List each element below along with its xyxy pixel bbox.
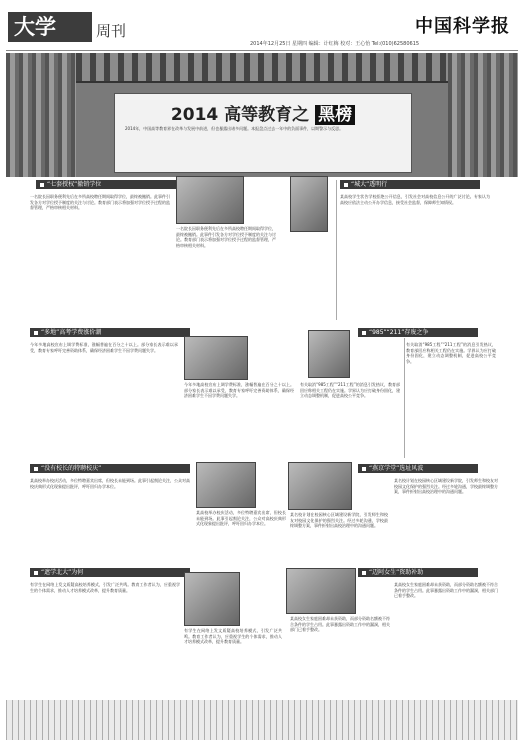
- section-subtitle: 周刊: [96, 22, 127, 40]
- section-body-5b: 某高校举办校庆活动，多位特聘嘉宾出席，但校长未能到场。此事引起舆论关注，公众对高校庆典形式化现象提出批评，呼吁回归办学本位。: [196, 510, 286, 527]
- feature-banner: [6, 53, 518, 177]
- curtain-right: [448, 53, 518, 177]
- section-heading-2: “城大”透明行: [340, 180, 480, 189]
- section-body-5: 某高校举办校庆活动，多位特聘嘉宾出席，但校长未能到场。此事引起舆论关注，公众对高校庆典形式化现象提出批评，呼吁回归办学本位。: [30, 478, 190, 489]
- feature-panel: [114, 93, 412, 173]
- section-body-1b: 一名院长因职务便利先后在多所高校聘任期间取得学位，最终被撤销。此事件引发各方对学位授予制度的关注与讨论。教育部门表示将加强对学位授予过程的监督管理，严格审核相关材料。: [176, 226, 276, 248]
- section-body-7: 有学生在网络上发文质疑高校培养模式，引发广泛共鸣。教育工作者认为，应重视学生的个体需求，推动人才培养模式改革，提升教育质量。: [30, 582, 180, 593]
- photo-student: [290, 176, 328, 232]
- section-body-8: 某高校女生家庭困难却未获资助，而部分资助名额被不符合条件的学生占用。此事暴露出资助工作中的漏洞，相关部门已着手整改。: [290, 616, 390, 633]
- section-body-6b: 某名校计划在校园核心区域建设新学院，引发师生和校友对校园文化保护的强烈关注。经过多轮沟通，学校最终调整方案，事件折射出高校治理中的沟通问题。: [394, 478, 498, 495]
- column-divider: [404, 338, 405, 458]
- photo-classroom: [286, 568, 356, 614]
- page-header: [0, 0, 524, 56]
- section-body-3b: 今年多地高校宣布上调学费标准，涨幅普遍在百分之十以上。部分家长表示难以承受，教育专家呼吁完善资助体系，确保经济困难学生不因学费问题失学。: [184, 382, 294, 399]
- section-body-7b: 有学生在网络上发文质疑高校培养模式，引发广泛共鸣。教育工作者认为，应重视学生的个体需求，推动人才培养模式改革，提升教育质量。: [184, 628, 282, 645]
- photo-phone: [308, 330, 350, 378]
- section-heading-5: “没有校长的特聘校庆”: [30, 464, 190, 473]
- photo-students: [184, 572, 240, 626]
- decorative-grass-footer: [6, 700, 518, 740]
- feature-intro: 2014年，中国高等教育界在改革与发展中前进，但也暴露出诸多问题。本报盘点过去一年中的负面事件，以期警示与反思。: [125, 126, 344, 131]
- section-body-4: 有关取消“985工程”“211工程”的消息引发热议，教育部回应称相关工程仍在实施。学界认为应打破身份固化，建立动态调整机制，促进高校公平竞争。: [300, 382, 400, 399]
- section-heading-8: “迈阿女生”资助补助: [358, 568, 478, 577]
- section-body-1: 一名院长因职务便利先后在多所高校聘任期间取得学位，最终被撤销。此事件引发各方对学位授予制度的关注与讨论。教育部门表示将加强对学位授予过程的监督管理，严格审核相关材料。: [30, 194, 170, 211]
- photo-money: [176, 176, 244, 224]
- photo-courtyard: [288, 462, 352, 510]
- feature-title-highlight: 黑榜: [315, 105, 355, 125]
- section-body-3: 今年多地高校宣布上调学费标准，涨幅普遍在百分之十以上。部分家长表示难以承受，教育专家呼吁完善资助体系，确保经济困难学生不因学费问题失学。: [30, 342, 178, 353]
- curtain-left: [6, 53, 76, 177]
- masthead-logo: 中国科学报: [415, 16, 510, 37]
- feature-title: [115, 100, 411, 125]
- section-heading-6: “燕京学堂”选址风波: [358, 464, 478, 473]
- photo-abacus: [184, 336, 248, 380]
- section-body-2: 某高校学生状告学校拒绝公开信息，引发社会对高校信息公开的广泛讨论。专家认为高校应依法主动公开办学信息，接受社会监督，保障师生知情权。: [340, 194, 490, 205]
- curtain-valance: [6, 53, 518, 83]
- section-heading-4: “985”“211”存废之争: [358, 328, 478, 337]
- section-tag: 大学: [8, 12, 92, 42]
- header-rule: [6, 50, 518, 51]
- section-heading-7: “遮学北大”为何: [30, 568, 190, 577]
- photo-ceremony: [196, 462, 256, 508]
- dateline: 2014年12月25日 星期四 编辑：计红梅 校对：王心怡 Tel:(010)62580615: [250, 41, 420, 47]
- column-divider: [336, 180, 337, 320]
- section-body-6: 某名校计划在校园核心区域建设新学院，引发师生和校友对校园文化保护的强烈关注。经过多轮沟通，学校最终调整方案，事件折射出高校治理中的沟通问题。: [290, 512, 388, 529]
- section-heading-1: “七套授权”撤销学位: [36, 180, 196, 189]
- section-body-8b: 某高校女生家庭困难却未获资助，而部分资助名额被不符合条件的学生占用。此事暴露出资助工作中的漏洞，相关部门已着手整改。: [394, 582, 498, 599]
- section-heading-3: “多地”高考学费涨价潮: [30, 328, 190, 337]
- feature-title-text: 2014 高等教育之: [170, 105, 310, 125]
- section-body-4b: 有关取消“985工程”“211工程”的消息引发热议，教育部回应称相关工程仍在实施。学界认为应打破身份固化，建立动态调整机制，促进高校公平竞争。: [406, 342, 496, 364]
